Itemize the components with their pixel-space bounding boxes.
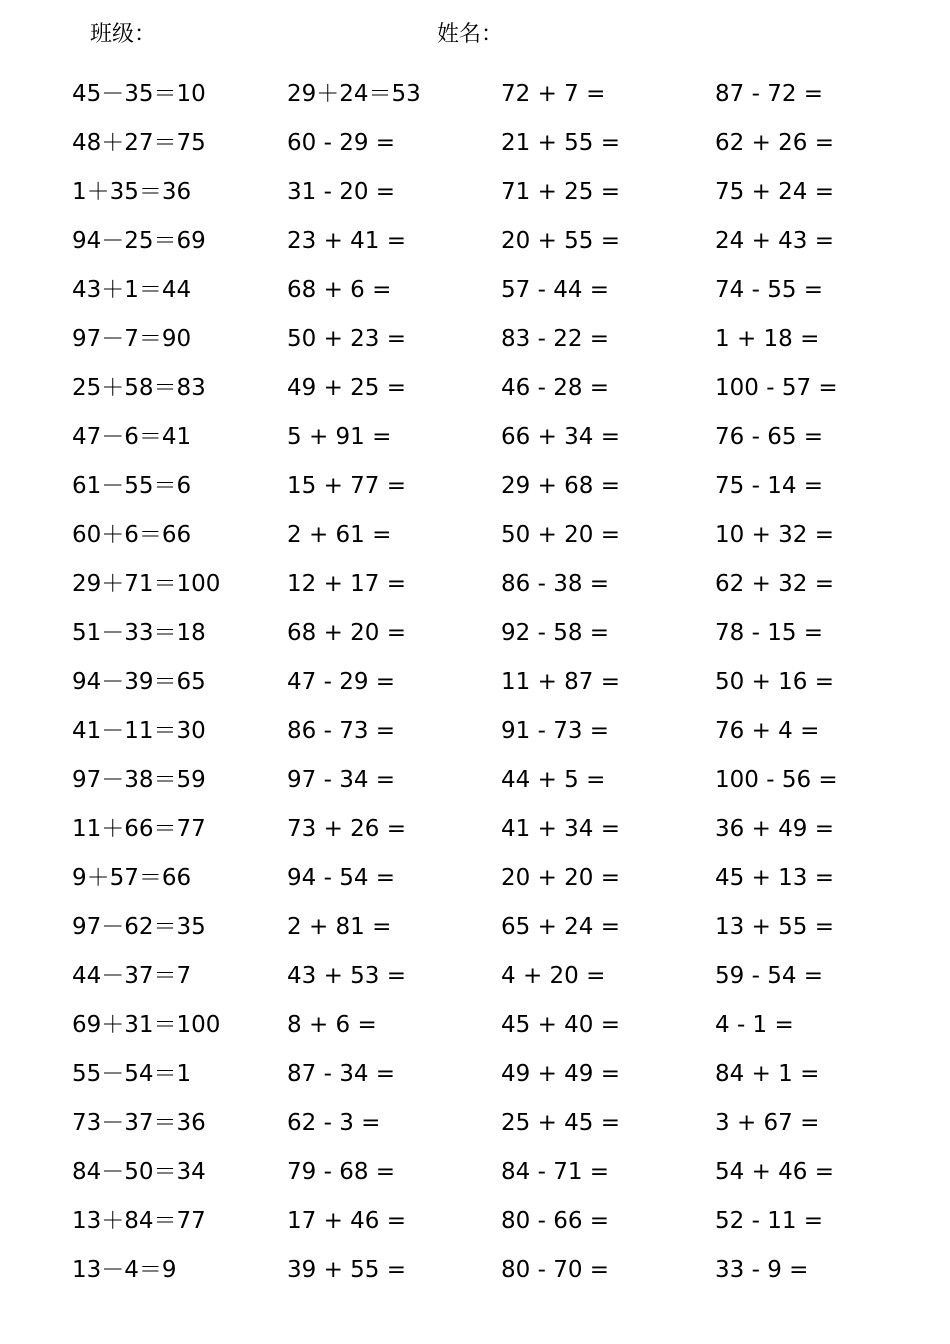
math-problem: 97－62＝35 bbox=[72, 914, 206, 940]
math-problem: 55－54＝1 bbox=[72, 1061, 192, 1087]
math-problem: 25 + 45 = bbox=[501, 1110, 621, 1136]
problem-grid bbox=[0, 70, 950, 1295]
math-problem: 73 + 26 = bbox=[287, 816, 407, 842]
problem-row bbox=[0, 560, 950, 609]
math-problem: 62 + 26 = bbox=[715, 130, 835, 156]
math-problem: 13 + 55 = bbox=[715, 914, 835, 940]
math-problem: 43 + 53 = bbox=[287, 963, 407, 989]
math-problem: 76 + 4 = bbox=[715, 718, 820, 744]
math-problem: 49 + 25 = bbox=[287, 375, 407, 401]
math-problem: 100 - 56 = bbox=[715, 767, 838, 793]
math-problem: 1 + 18 = bbox=[715, 326, 820, 352]
math-problem: 91 - 73 = bbox=[501, 718, 610, 744]
math-problem: 83 - 22 = bbox=[501, 326, 610, 352]
math-problem: 29 + 68 = bbox=[501, 473, 621, 499]
math-problem: 50 + 23 = bbox=[287, 326, 407, 352]
math-problem: 11 + 87 = bbox=[501, 669, 621, 695]
problem-row bbox=[0, 1050, 950, 1099]
math-problem: 97－38＝59 bbox=[72, 767, 206, 793]
math-problem: 51－33＝18 bbox=[72, 620, 206, 646]
math-problem: 45 + 13 = bbox=[715, 865, 835, 891]
math-problem: 79 - 68 = bbox=[287, 1159, 396, 1185]
problem-row bbox=[0, 1001, 950, 1050]
problem-row bbox=[0, 609, 950, 658]
math-problem: 94 - 54 = bbox=[287, 865, 396, 891]
problem-row bbox=[0, 1148, 950, 1197]
math-problem: 17 + 46 = bbox=[287, 1208, 407, 1234]
math-problem: 45－35＝10 bbox=[72, 81, 206, 107]
math-problem: 84 - 71 = bbox=[501, 1159, 610, 1185]
math-problem: 92 - 58 = bbox=[501, 620, 610, 646]
math-problem: 24 + 43 = bbox=[715, 228, 835, 254]
math-problem: 33 - 9 = bbox=[715, 1257, 809, 1283]
math-problem: 50 + 20 = bbox=[501, 522, 621, 548]
math-problem: 12 + 17 = bbox=[287, 571, 407, 597]
math-problem: 46 - 28 = bbox=[501, 375, 610, 401]
math-problem: 68 + 6 = bbox=[287, 277, 392, 303]
problem-row bbox=[0, 315, 950, 364]
math-problem: 80 - 66 = bbox=[501, 1208, 610, 1234]
problem-row bbox=[0, 854, 950, 903]
math-problem: 1＋35＝36 bbox=[72, 179, 192, 205]
math-problem: 71 + 25 = bbox=[501, 179, 621, 205]
problem-row bbox=[0, 707, 950, 756]
math-problem: 11＋66＝77 bbox=[72, 816, 206, 842]
problem-row bbox=[0, 511, 950, 560]
problem-row bbox=[0, 658, 950, 707]
problem-row bbox=[0, 119, 950, 168]
math-problem: 80 - 70 = bbox=[501, 1257, 610, 1283]
math-problem: 21 + 55 = bbox=[501, 130, 621, 156]
math-problem: 31 - 20 = bbox=[287, 179, 396, 205]
math-problem: 41－11＝30 bbox=[72, 718, 206, 744]
math-problem: 75 - 14 = bbox=[715, 473, 824, 499]
math-problem: 2 + 61 = bbox=[287, 522, 392, 548]
problem-row bbox=[0, 756, 950, 805]
math-problem: 9＋57＝66 bbox=[72, 865, 192, 891]
problem-row bbox=[0, 266, 950, 315]
math-problem: 4 - 1 = bbox=[715, 1012, 794, 1038]
math-problem: 94－25＝69 bbox=[72, 228, 206, 254]
worksheet-header bbox=[0, 18, 950, 52]
problem-row bbox=[0, 462, 950, 511]
math-problem: 2 + 81 = bbox=[287, 914, 392, 940]
math-problem: 50 + 16 = bbox=[715, 669, 835, 695]
math-problem: 25＋58＝83 bbox=[72, 375, 206, 401]
math-problem: 68 + 20 = bbox=[287, 620, 407, 646]
math-problem: 39 + 55 = bbox=[287, 1257, 407, 1283]
problem-row bbox=[0, 805, 950, 854]
problem-row bbox=[0, 70, 950, 119]
math-problem: 41 + 34 = bbox=[501, 816, 621, 842]
problem-row bbox=[0, 168, 950, 217]
math-problem: 52 - 11 = bbox=[715, 1208, 824, 1234]
problem-row bbox=[0, 1099, 950, 1148]
math-problem: 20 + 55 = bbox=[501, 228, 621, 254]
math-problem: 23 + 41 = bbox=[287, 228, 407, 254]
math-problem: 76 - 65 = bbox=[715, 424, 824, 450]
math-problem: 5 + 91 = bbox=[287, 424, 392, 450]
math-problem: 48＋27＝75 bbox=[72, 130, 206, 156]
math-problem: 61－55＝6 bbox=[72, 473, 192, 499]
math-problem: 97－7＝90 bbox=[72, 326, 192, 352]
math-problem: 65 + 24 = bbox=[501, 914, 621, 940]
math-problem: 86 - 38 = bbox=[501, 571, 610, 597]
math-problem: 62 - 3 = bbox=[287, 1110, 381, 1136]
math-problem: 43＋1＝44 bbox=[72, 277, 192, 303]
math-problem: 10 + 32 = bbox=[715, 522, 835, 548]
math-problem: 87 - 72 = bbox=[715, 81, 824, 107]
math-problem: 8 + 6 = bbox=[287, 1012, 377, 1038]
math-problem: 47 - 29 = bbox=[287, 669, 396, 695]
problem-row bbox=[0, 1197, 950, 1246]
math-problem: 20 + 20 = bbox=[501, 865, 621, 891]
math-problem: 84－50＝34 bbox=[72, 1159, 206, 1185]
math-problem: 59 - 54 = bbox=[715, 963, 824, 989]
math-problem: 100 - 57 = bbox=[715, 375, 838, 401]
problem-row bbox=[0, 364, 950, 413]
problem-row bbox=[0, 217, 950, 266]
name-label: 姓名： bbox=[437, 22, 504, 47]
math-problem: 15 + 77 = bbox=[287, 473, 407, 499]
class-label: 班级： bbox=[90, 22, 157, 47]
math-problem: 13＋84＝77 bbox=[72, 1208, 206, 1234]
math-problem: 57 - 44 = bbox=[501, 277, 610, 303]
math-problem: 4 + 20 = bbox=[501, 963, 606, 989]
math-problem: 29＋71＝100 bbox=[72, 571, 221, 597]
math-problem: 29＋24＝53 bbox=[287, 81, 421, 107]
math-problem: 69＋31＝100 bbox=[72, 1012, 221, 1038]
problem-row bbox=[0, 903, 950, 952]
math-problem: 97 - 34 = bbox=[287, 767, 396, 793]
math-problem: 78 - 15 = bbox=[715, 620, 824, 646]
math-problem: 73－37＝36 bbox=[72, 1110, 206, 1136]
math-problem: 87 - 34 = bbox=[287, 1061, 396, 1087]
math-problem: 62 + 32 = bbox=[715, 571, 835, 597]
math-problem: 54 + 46 = bbox=[715, 1159, 835, 1185]
math-problem: 45 + 40 = bbox=[501, 1012, 621, 1038]
math-problem: 66 + 34 = bbox=[501, 424, 621, 450]
math-problem: 60 - 29 = bbox=[287, 130, 396, 156]
math-problem: 84 + 1 = bbox=[715, 1061, 820, 1087]
math-problem: 75 + 24 = bbox=[715, 179, 835, 205]
math-problem: 47－6＝41 bbox=[72, 424, 192, 450]
problem-row bbox=[0, 413, 950, 462]
math-problem: 74 - 55 = bbox=[715, 277, 824, 303]
math-problem: 94－39＝65 bbox=[72, 669, 206, 695]
math-problem: 36 + 49 = bbox=[715, 816, 835, 842]
math-problem: 49 + 49 = bbox=[501, 1061, 621, 1087]
problem-row bbox=[0, 1246, 950, 1295]
math-problem: 72 + 7 = bbox=[501, 81, 606, 107]
math-problem: 13－4＝9 bbox=[72, 1257, 177, 1283]
math-problem: 3 + 67 = bbox=[715, 1110, 820, 1136]
math-problem: 44－37＝7 bbox=[72, 963, 192, 989]
math-problem: 60＋6＝66 bbox=[72, 522, 192, 548]
math-problem: 86 - 73 = bbox=[287, 718, 396, 744]
math-problem: 44 + 5 = bbox=[501, 767, 606, 793]
problem-row bbox=[0, 952, 950, 1001]
